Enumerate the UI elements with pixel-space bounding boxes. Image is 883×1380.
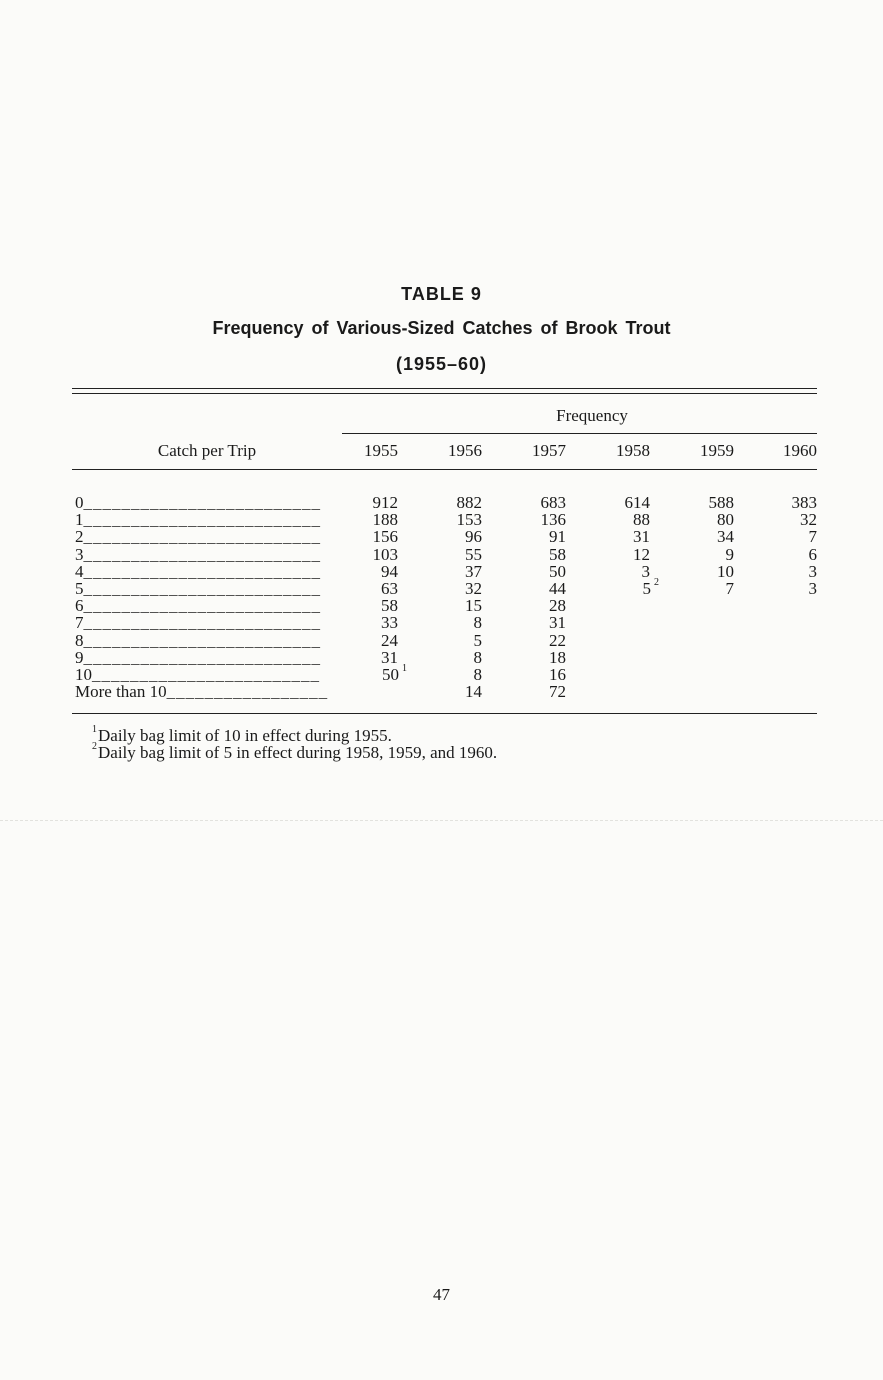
page-number: 47 bbox=[433, 1285, 450, 1304]
footnote-2 bbox=[92, 741, 498, 762]
value-cell bbox=[506, 632, 566, 649]
value-cell bbox=[506, 666, 566, 683]
dot-leader: _________________________ bbox=[83, 528, 321, 546]
value-text: 28 bbox=[549, 596, 566, 616]
dot-leader: ________________________ bbox=[92, 666, 320, 683]
value-cell bbox=[506, 528, 566, 545]
catch-cell bbox=[75, 597, 343, 614]
value-cell bbox=[422, 649, 482, 666]
dot-leader: _________________________ bbox=[83, 511, 321, 529]
value-cell bbox=[338, 580, 398, 597]
value-cell bbox=[338, 528, 398, 545]
catch-cell bbox=[75, 494, 343, 511]
catch-label: 9 bbox=[75, 648, 84, 666]
catch-cell bbox=[75, 666, 343, 683]
catch-cell bbox=[75, 546, 343, 563]
catch-label: 0 bbox=[75, 494, 84, 511]
year-header-2: 1956 bbox=[448, 441, 482, 460]
value-text: 96 bbox=[465, 527, 482, 547]
catch-label: 7 bbox=[75, 614, 84, 632]
catch-label: More than 10 bbox=[75, 683, 167, 701]
value-cell bbox=[338, 494, 398, 511]
value-cell bbox=[338, 563, 398, 580]
value-cell bbox=[422, 614, 482, 631]
year-header-3: 1957 bbox=[532, 441, 566, 460]
value-cell bbox=[506, 494, 566, 511]
value-cell bbox=[506, 546, 566, 563]
value-text: 16 bbox=[549, 665, 566, 684]
table-label: TABLE 9 bbox=[401, 284, 482, 304]
value-cell bbox=[757, 546, 817, 563]
catch-label: 8 bbox=[75, 631, 84, 649]
value-cell bbox=[757, 563, 817, 580]
value-text: 31 bbox=[549, 613, 566, 633]
value-text: 33 bbox=[381, 613, 398, 633]
value-cell bbox=[757, 511, 817, 528]
value-cell bbox=[338, 614, 398, 631]
value-cell bbox=[674, 528, 734, 545]
value-text: 3 bbox=[641, 561, 650, 581]
frequency-spanner-header: Frequency bbox=[556, 406, 628, 425]
value-text: 91 bbox=[549, 527, 566, 547]
value-cell bbox=[599, 577, 659, 598]
value-cell bbox=[590, 563, 650, 580]
footnote-1-text: Daily bag limit of 10 in effect during 1955. bbox=[98, 726, 392, 745]
value-text: 94 bbox=[381, 561, 398, 581]
page-fold-line bbox=[0, 820, 883, 821]
value-text: 5 bbox=[642, 579, 651, 598]
catch-label: 10 bbox=[75, 666, 92, 683]
catch-cell bbox=[75, 632, 343, 649]
catch-cell bbox=[75, 563, 343, 580]
value-cell bbox=[674, 546, 734, 563]
dot-leader: _________________________ bbox=[83, 614, 321, 632]
catch-cell bbox=[75, 511, 343, 528]
value-text: 588 bbox=[708, 493, 734, 512]
value-text: 103 bbox=[372, 544, 398, 564]
value-text: 12 bbox=[633, 544, 650, 564]
value-text: 7 bbox=[808, 527, 817, 547]
value-text: 8 bbox=[473, 665, 482, 684]
value-text: 55 bbox=[465, 544, 482, 564]
year-header-4: 1958 bbox=[616, 441, 650, 460]
value-text: 58 bbox=[549, 544, 566, 564]
value-cell bbox=[674, 563, 734, 580]
year-header-5: 1959 bbox=[700, 441, 734, 460]
catch-cell bbox=[75, 528, 343, 545]
dot-leader: _________________________ bbox=[83, 580, 321, 597]
value-text: 683 bbox=[540, 493, 566, 512]
value-text: 18 bbox=[549, 647, 566, 667]
value-cell bbox=[506, 614, 566, 631]
value-text: 882 bbox=[456, 493, 482, 512]
value-text: 50 bbox=[549, 561, 566, 581]
value-cell bbox=[674, 494, 734, 511]
value-text: 3 bbox=[808, 579, 817, 598]
catch-cell bbox=[75, 683, 343, 700]
value-text: 80 bbox=[717, 510, 734, 530]
value-cell bbox=[338, 649, 398, 666]
dot-leader: _________________ bbox=[166, 683, 329, 701]
catch-label: 3 bbox=[75, 545, 84, 563]
footnote-marker: 1 bbox=[402, 663, 407, 675]
value-text: 63 bbox=[381, 579, 398, 598]
value-cell bbox=[506, 580, 566, 597]
value-text: 912 bbox=[372, 493, 398, 512]
year-header-6: 1960 bbox=[783, 441, 817, 460]
value-cell bbox=[506, 683, 566, 700]
catch-cell bbox=[75, 580, 343, 597]
table-years: (1955–60) bbox=[395, 354, 488, 374]
value-text: 9 bbox=[725, 544, 734, 564]
catch-label: 1 bbox=[75, 511, 84, 529]
value-text: 58 bbox=[381, 596, 398, 616]
dot-leader: _________________________ bbox=[83, 562, 321, 580]
value-text: 5 bbox=[473, 630, 482, 650]
value-text: 383 bbox=[791, 493, 817, 512]
value-cell bbox=[422, 528, 482, 545]
catch-label: 2 bbox=[75, 528, 84, 546]
stub-header: Catch per Trip bbox=[157, 441, 257, 460]
table-title: Frequency of Various-Sized Catches of Brook Trout bbox=[212, 318, 671, 338]
value-text: 44 bbox=[549, 579, 566, 598]
value-cell bbox=[422, 494, 482, 511]
value-cell bbox=[422, 546, 482, 563]
value-cell bbox=[506, 649, 566, 666]
value-cell bbox=[422, 580, 482, 597]
dot-leader: _________________________ bbox=[83, 648, 321, 666]
value-text: 88 bbox=[633, 510, 650, 530]
top-rule-1 bbox=[72, 388, 817, 389]
value-text: 37 bbox=[465, 561, 482, 581]
footnote-2-text: Daily bag limit of 5 in effect during 1958, 1959, and 1960. bbox=[98, 743, 498, 762]
dot-leader: _________________________ bbox=[83, 631, 321, 649]
value-text: 31 bbox=[381, 647, 398, 667]
catch-cell bbox=[75, 614, 343, 631]
value-cell bbox=[422, 683, 482, 700]
dot-leader: _________________________ bbox=[83, 545, 321, 563]
value-text: 188 bbox=[372, 510, 398, 530]
value-text: 15 bbox=[465, 596, 482, 616]
year-header-1: 1955 bbox=[364, 441, 398, 460]
value-cell bbox=[422, 632, 482, 649]
value-cell bbox=[506, 563, 566, 580]
value-cell bbox=[347, 663, 407, 684]
value-cell bbox=[757, 580, 817, 597]
value-cell bbox=[506, 511, 566, 528]
value-cell bbox=[757, 494, 817, 511]
value-cell bbox=[674, 580, 734, 597]
catch-cell bbox=[75, 649, 343, 666]
dot-leader: _________________________ bbox=[83, 494, 321, 511]
value-text: 24 bbox=[381, 630, 398, 650]
value-cell bbox=[590, 511, 650, 528]
value-text: 22 bbox=[549, 630, 566, 650]
spanner-rule bbox=[342, 433, 817, 434]
value-text: 31 bbox=[633, 527, 650, 547]
value-cell bbox=[422, 666, 482, 683]
header-rule bbox=[72, 469, 817, 470]
value-cell bbox=[338, 511, 398, 528]
value-text: 10 bbox=[717, 561, 734, 581]
bottom-rule bbox=[72, 713, 817, 714]
value-text: 6 bbox=[808, 544, 817, 564]
value-cell bbox=[590, 494, 650, 511]
value-text: 34 bbox=[717, 527, 734, 547]
value-cell bbox=[338, 632, 398, 649]
value-text: 8 bbox=[473, 647, 482, 667]
value-cell bbox=[422, 511, 482, 528]
footnote-1-mark: 1 bbox=[92, 724, 97, 736]
footnote-1 bbox=[92, 724, 392, 745]
value-cell bbox=[422, 563, 482, 580]
dot-leader: _________________________ bbox=[83, 597, 321, 615]
value-cell bbox=[590, 546, 650, 563]
value-text: 32 bbox=[465, 579, 482, 598]
footnote-marker: 2 bbox=[654, 577, 659, 589]
value-cell bbox=[422, 597, 482, 614]
value-text: 8 bbox=[473, 613, 482, 633]
value-cell bbox=[338, 546, 398, 563]
value-cell bbox=[757, 528, 817, 545]
catch-label: 6 bbox=[75, 597, 84, 615]
value-cell bbox=[506, 597, 566, 614]
value-text: 72 bbox=[549, 682, 566, 702]
value-cell bbox=[590, 528, 650, 545]
value-text: 614 bbox=[624, 493, 650, 512]
catch-label: 4 bbox=[75, 562, 84, 580]
value-cell bbox=[674, 511, 734, 528]
value-text: 32 bbox=[800, 510, 817, 530]
value-text: 50 bbox=[382, 665, 399, 684]
value-cell bbox=[338, 597, 398, 614]
value-text: 136 bbox=[540, 510, 566, 530]
value-text: 153 bbox=[456, 510, 482, 530]
value-text: 156 bbox=[372, 527, 398, 547]
top-rule-2 bbox=[72, 393, 817, 394]
footnote-2-mark: 2 bbox=[92, 741, 97, 753]
value-text: 3 bbox=[808, 561, 817, 581]
value-text: 14 bbox=[465, 682, 482, 702]
value-text: 7 bbox=[725, 579, 734, 598]
catch-label: 5 bbox=[75, 580, 84, 597]
